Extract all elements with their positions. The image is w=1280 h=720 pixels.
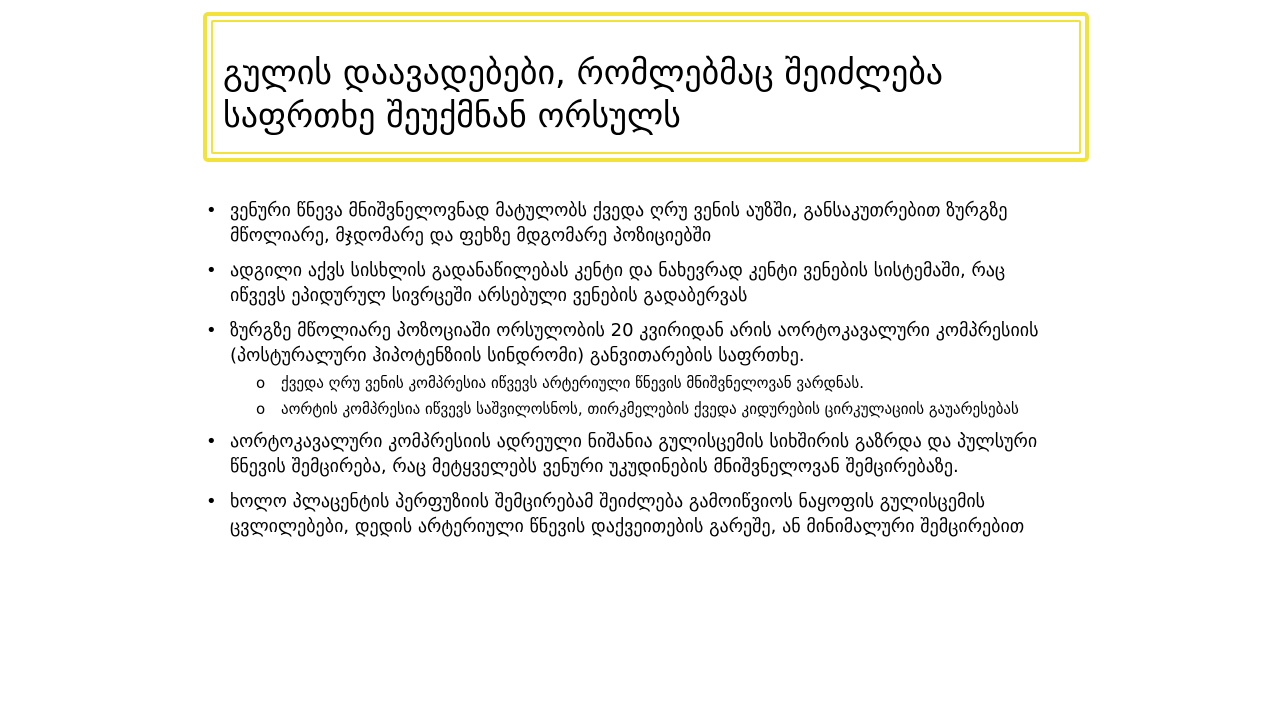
sub-bullet-text: ქვედა ღრუ ვენის კომპრესია იწვევს არტერიული წნევის მნიშვნელოვან ვარდნას. xyxy=(281,374,864,392)
bullet-item xyxy=(206,198,1066,248)
sub-bullet-circle-icon: o xyxy=(256,400,266,418)
bullet-dot-icon: • xyxy=(206,260,217,281)
slide-title xyxy=(223,52,1079,138)
sub-bullet-list xyxy=(256,373,1066,419)
bullet-item xyxy=(206,429,1066,479)
bullet-dot-icon: • xyxy=(206,491,217,512)
sub-bullet-item xyxy=(256,373,1066,393)
title-line-2: საფრთხე შეუქმნან ორსულს xyxy=(223,96,681,136)
sub-bullet-circle-icon: o xyxy=(256,374,266,392)
bullet-text: ვენური წნევა მნიშვნელოვნად მატულობს ქვედა ღრუ ვენის აუზში, განსაკუთრებით ზურგზე მწოლიარე, მჯდომარე და ფეხზე მდგომარე პოზიციებში xyxy=(230,200,1008,246)
bullet-text: ადგილი აქვს სისხლის გადანაწილებას კენტი და ნახევრად კენტი ვენების სისტემაში, რაც იწვევს ეპიდურულ სივრცეში არსებული ვენების გადაბერვას xyxy=(230,260,1006,306)
title-line-1: გულის დაავადებები, რომლებმაც შეიძლება xyxy=(223,53,944,93)
sub-bullet-item xyxy=(256,399,1066,419)
bullet-item xyxy=(206,258,1066,308)
bullet-text: ზურგზე მწოლიარე პოზოციაში ორსულობის 20 კვირიდან არის აორტოკავალური კომპრესიის (პოსტურალური ჰიპოტენზიის სინდრომი) განვითარების საფრთხე. xyxy=(230,320,1039,366)
bullet-dot-icon: • xyxy=(206,200,217,221)
bullet-dot-icon: • xyxy=(206,431,217,452)
bullet-text: აორტოკავალური კომპრესიის ადრეული ნიშანია გულისცემის სიხშირის გაზრდა და პულსური წნევის შემცირება, რაც მეტყველებს ვენური უკუდინების მნიშვნელოვან შემცირებაზე. xyxy=(230,431,1038,477)
slide-content xyxy=(206,198,1066,549)
title-inner-frame xyxy=(211,20,1081,154)
sub-bullet-text: აორტის კომპრესია იწვევს საშვილოსნოს, თირკმელების ქვედა კიდურების ცირკულაციის გაუარესებას xyxy=(281,400,1019,418)
bullet-text: ხოლო პლაცენტის პერფუზიის შემცირებამ შეიძლება გამოიწვიოს ნაყოფის გულისცემის ცვლილებები, დედის არტერიული წნევის დაქვეითების გარეშე, ან მინიმალური შემცირებით xyxy=(230,491,1025,537)
bullet-list xyxy=(206,198,1066,539)
title-frame xyxy=(203,12,1089,162)
bullet-item xyxy=(206,489,1066,539)
bullet-item xyxy=(206,318,1066,419)
bullet-dot-icon: • xyxy=(206,320,217,341)
